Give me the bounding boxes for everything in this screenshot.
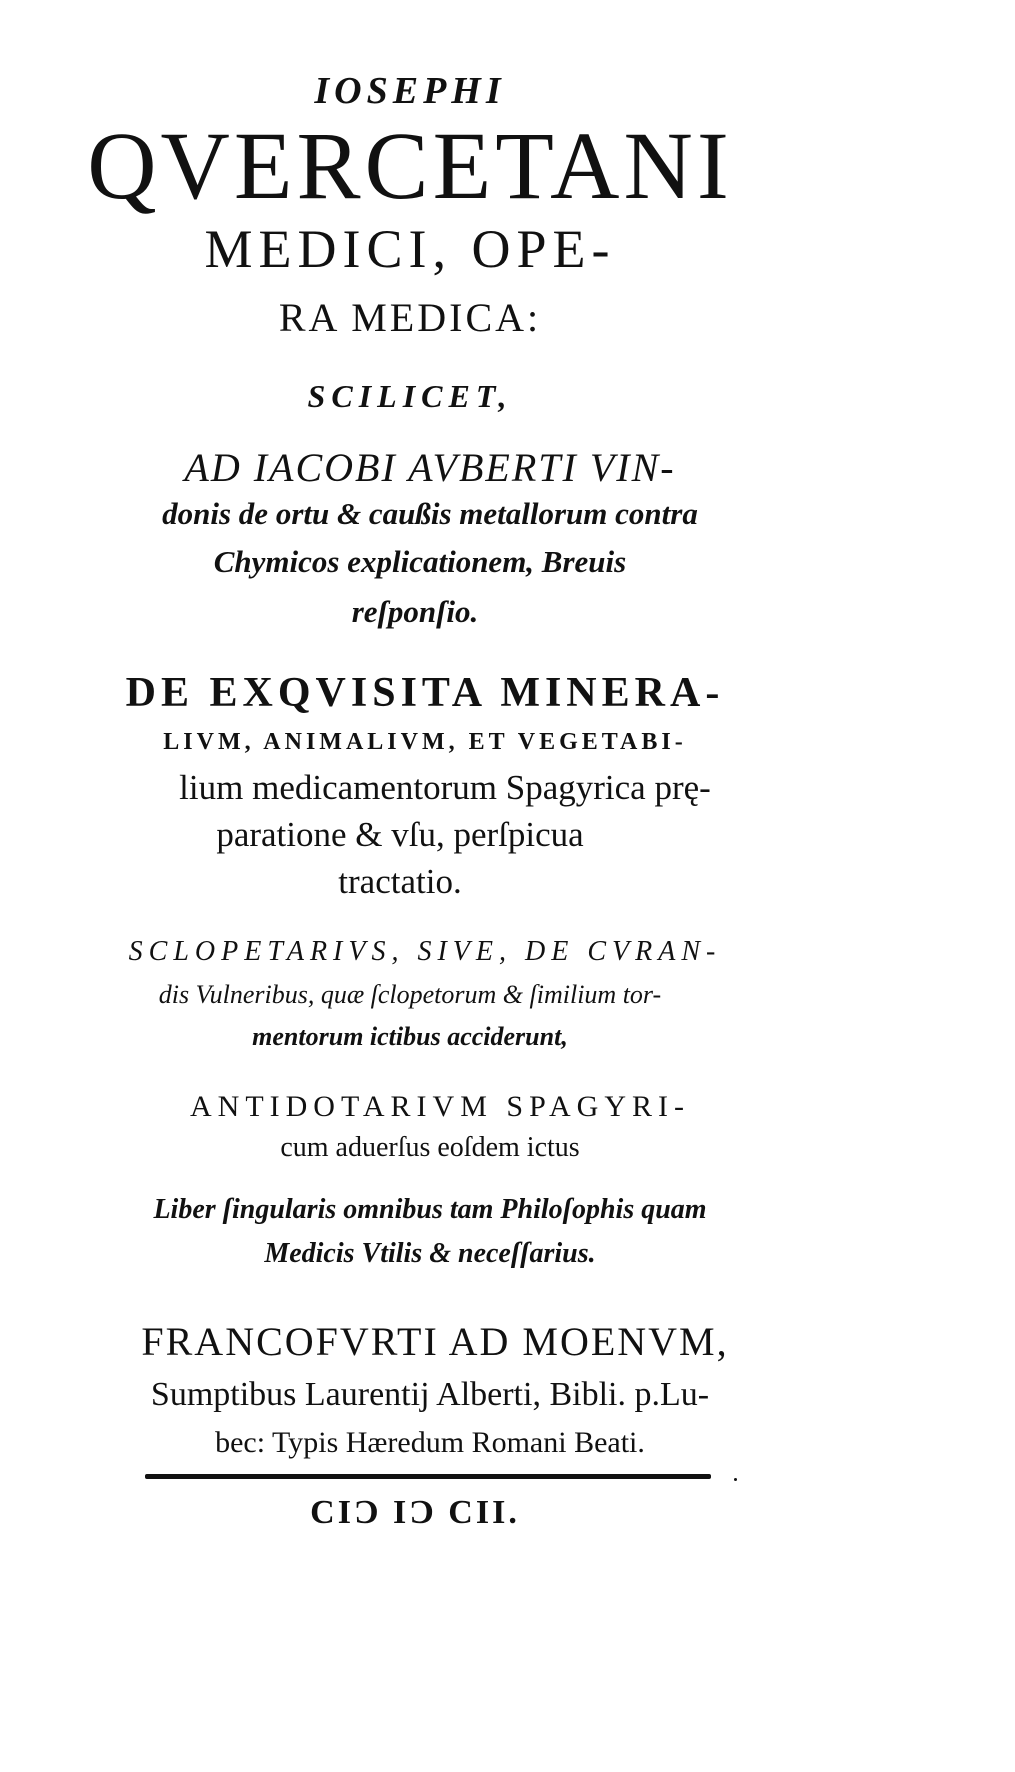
work-2-line-3: lium medicamentorum Spagyrica prę-	[179, 768, 711, 807]
publication-year: CIƆ IƆ CII.	[310, 1494, 520, 1531]
author-name: QVERCETANI	[87, 112, 733, 219]
title-line-1: MEDICI, OPE-	[204, 219, 616, 279]
work-2-line-2: LIVM, ANIMALIVM, ET VEGETABI-	[163, 729, 687, 755]
work-2-line-1: DE EXQVISITA MINERA-	[125, 670, 725, 716]
scilicet-heading: SCILICET,	[307, 378, 513, 414]
work-1-line-3: Chymicos explicationem, Breuis	[213, 544, 627, 579]
work-3-line-2: dis Vulneribus, quæ ſclopetorum & ſimilium tor-	[158, 980, 662, 1009]
rule-dot	[734, 1478, 737, 1481]
work-5-line-2: Medicis Vtilis & neceſſarius.	[264, 1238, 596, 1269]
title-line-2: RA MEDICA:	[278, 295, 542, 340]
work-2-line-5: tractatio.	[338, 862, 462, 901]
work-2-line-4: paratione & vſu, perſpicua	[216, 815, 584, 854]
work-4-line-1: ANTIDOTARIVM SPAGYRI-	[189, 1090, 690, 1123]
author-first-name: IOSEPHI	[314, 70, 506, 112]
imprint-typis: bec: Typis Hæredum Romani Beati.	[215, 1426, 645, 1459]
imprint-place: FRANCOFVRTI AD MOENVM,	[141, 1319, 729, 1364]
work-4-line-2: cum aduerſus eoſdem ictus	[280, 1132, 580, 1163]
work-1-line-1: AD IACOBI AVBERTI VIN-	[184, 445, 676, 490]
work-3-line-3: mentorum ictibus acciderunt,	[252, 1022, 568, 1051]
horizontal-rule	[145, 1474, 711, 1479]
work-5-line-1: Liber ſingularis omnibus tam Philoſophis quam	[153, 1194, 707, 1225]
work-1-line-4: reſponſio.	[351, 594, 479, 629]
work-3-line-1: SCLOPETARIVS, SIVE, DE CVRAN-	[128, 936, 722, 967]
imprint-sumptibus: Sumptibus Laurentij Alberti, Bibli. p.Lu-	[150, 1376, 710, 1413]
work-1-line-2: donis de ortu & caußis metallorum contra	[162, 496, 698, 531]
